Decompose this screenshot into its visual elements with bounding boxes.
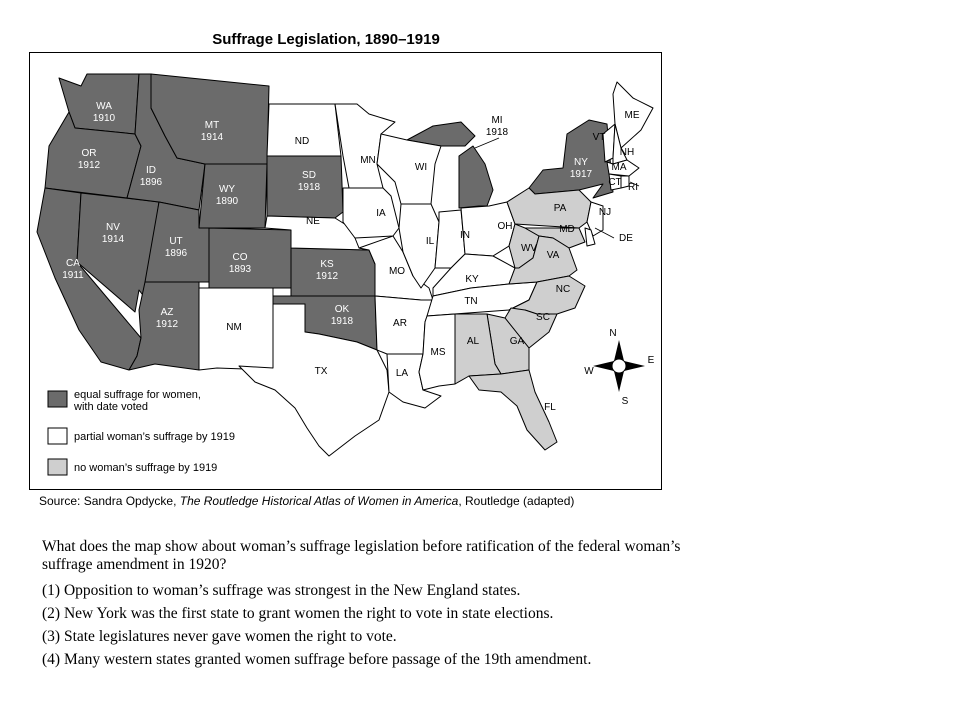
label-nj: NJ bbox=[598, 207, 612, 218]
label-ks: KS 1912 bbox=[315, 259, 339, 282]
answer-option-3[interactable]: (3) State legislatures never gave women the right to vote. bbox=[42, 628, 397, 645]
label-nv: NV 1914 bbox=[101, 222, 125, 245]
label-ky: KY bbox=[465, 274, 479, 285]
label-ma: MA bbox=[611, 162, 627, 173]
answer-option-2[interactable]: (2) New York was the first state to grant women the right to vote in state elections. bbox=[42, 605, 554, 622]
answer-option-4[interactable]: (4) Many western states granted women suffrage before passage of the 19th amendment. bbox=[42, 651, 592, 668]
label-ca: CA 1911 bbox=[62, 258, 84, 281]
state-nd bbox=[267, 104, 341, 156]
legend-swatch-equal bbox=[48, 391, 67, 407]
legend-partial-label: partial woman’s suffrage by 1919 bbox=[74, 431, 236, 443]
label-wv: WV bbox=[520, 243, 538, 254]
label-il: IL bbox=[425, 236, 435, 247]
legend bbox=[48, 389, 235, 475]
us-suffrage-map bbox=[29, 52, 662, 490]
label-nd: ND bbox=[294, 136, 310, 147]
label-la: LA bbox=[395, 368, 409, 379]
label-mo: MO bbox=[388, 266, 406, 277]
label-nm: NM bbox=[226, 322, 242, 333]
compass-rose-icon bbox=[584, 328, 654, 407]
label-pa: PA bbox=[553, 203, 567, 214]
state-ia bbox=[343, 188, 399, 238]
state-pa bbox=[507, 188, 591, 228]
label-de: DE bbox=[619, 233, 633, 244]
question-text: What does the map show about woman’s suffrage legislation before ratification of the federal woman’s suffrage amendment in 1920? bbox=[42, 538, 681, 573]
label-ny: NY 1917 bbox=[569, 157, 593, 180]
label-tn: TN bbox=[464, 296, 478, 307]
state-co bbox=[209, 228, 291, 288]
label-mi: MI 1918 bbox=[485, 115, 509, 138]
label-ut: UT 1896 bbox=[164, 236, 188, 259]
label-wi: WI bbox=[414, 162, 428, 173]
label-mt: MT 1914 bbox=[200, 120, 224, 143]
label-md: MD bbox=[559, 224, 575, 235]
label-ia: IA bbox=[376, 208, 386, 219]
compass-n: N bbox=[609, 328, 617, 339]
label-ga: GA bbox=[509, 336, 525, 347]
legend-swatch-partial bbox=[48, 428, 67, 444]
legend-swatch-none bbox=[48, 459, 67, 475]
label-ok: OK 1918 bbox=[330, 304, 354, 327]
label-wa: WA 1910 bbox=[92, 101, 116, 124]
map-title: Suffrage Legislation, 1890–1919 bbox=[212, 31, 440, 48]
label-az: AZ 1912 bbox=[155, 307, 179, 330]
label-fl: FL bbox=[544, 402, 556, 413]
source-citation: Source: Sandra Opdycke, The Routledge Historical Atlas of Women in America, Routledge (adapted) bbox=[39, 494, 575, 508]
compass-s: S bbox=[621, 396, 629, 407]
label-nh: NH bbox=[619, 147, 635, 158]
answer-option-1[interactable]: (1) Opposition to woman’s suffrage was strongest in the New England states. bbox=[42, 582, 521, 599]
label-ne: NE bbox=[306, 216, 320, 227]
label-or: OR 1912 bbox=[77, 148, 101, 171]
label-sd: SD 1918 bbox=[297, 170, 321, 193]
label-sc: SC bbox=[536, 312, 550, 323]
label-vt: VT bbox=[592, 132, 606, 143]
label-wy: WY 1890 bbox=[215, 184, 239, 207]
label-oh: OH bbox=[497, 221, 513, 232]
legend-none-label: no woman’s suffrage by 1919 bbox=[74, 462, 218, 474]
label-ms: MS bbox=[430, 347, 446, 358]
label-co: CO 1893 bbox=[228, 252, 252, 275]
label-id: ID 1896 bbox=[139, 165, 163, 188]
compass-e: E bbox=[647, 355, 655, 366]
label-ct: CT bbox=[608, 177, 622, 188]
label-ri: RI bbox=[628, 182, 638, 193]
legend-equal-label: equal suffrage for women, with date voted bbox=[74, 389, 201, 413]
label-me: ME bbox=[624, 110, 640, 121]
label-al: AL bbox=[466, 336, 480, 347]
label-mn: MN bbox=[360, 155, 376, 166]
label-ar: AR bbox=[393, 318, 407, 329]
label-tx: TX bbox=[314, 366, 328, 377]
label-nc: NC bbox=[555, 284, 571, 295]
label-va: VA bbox=[546, 250, 560, 261]
compass-w: W bbox=[584, 366, 594, 377]
label-in: IN bbox=[460, 230, 470, 241]
